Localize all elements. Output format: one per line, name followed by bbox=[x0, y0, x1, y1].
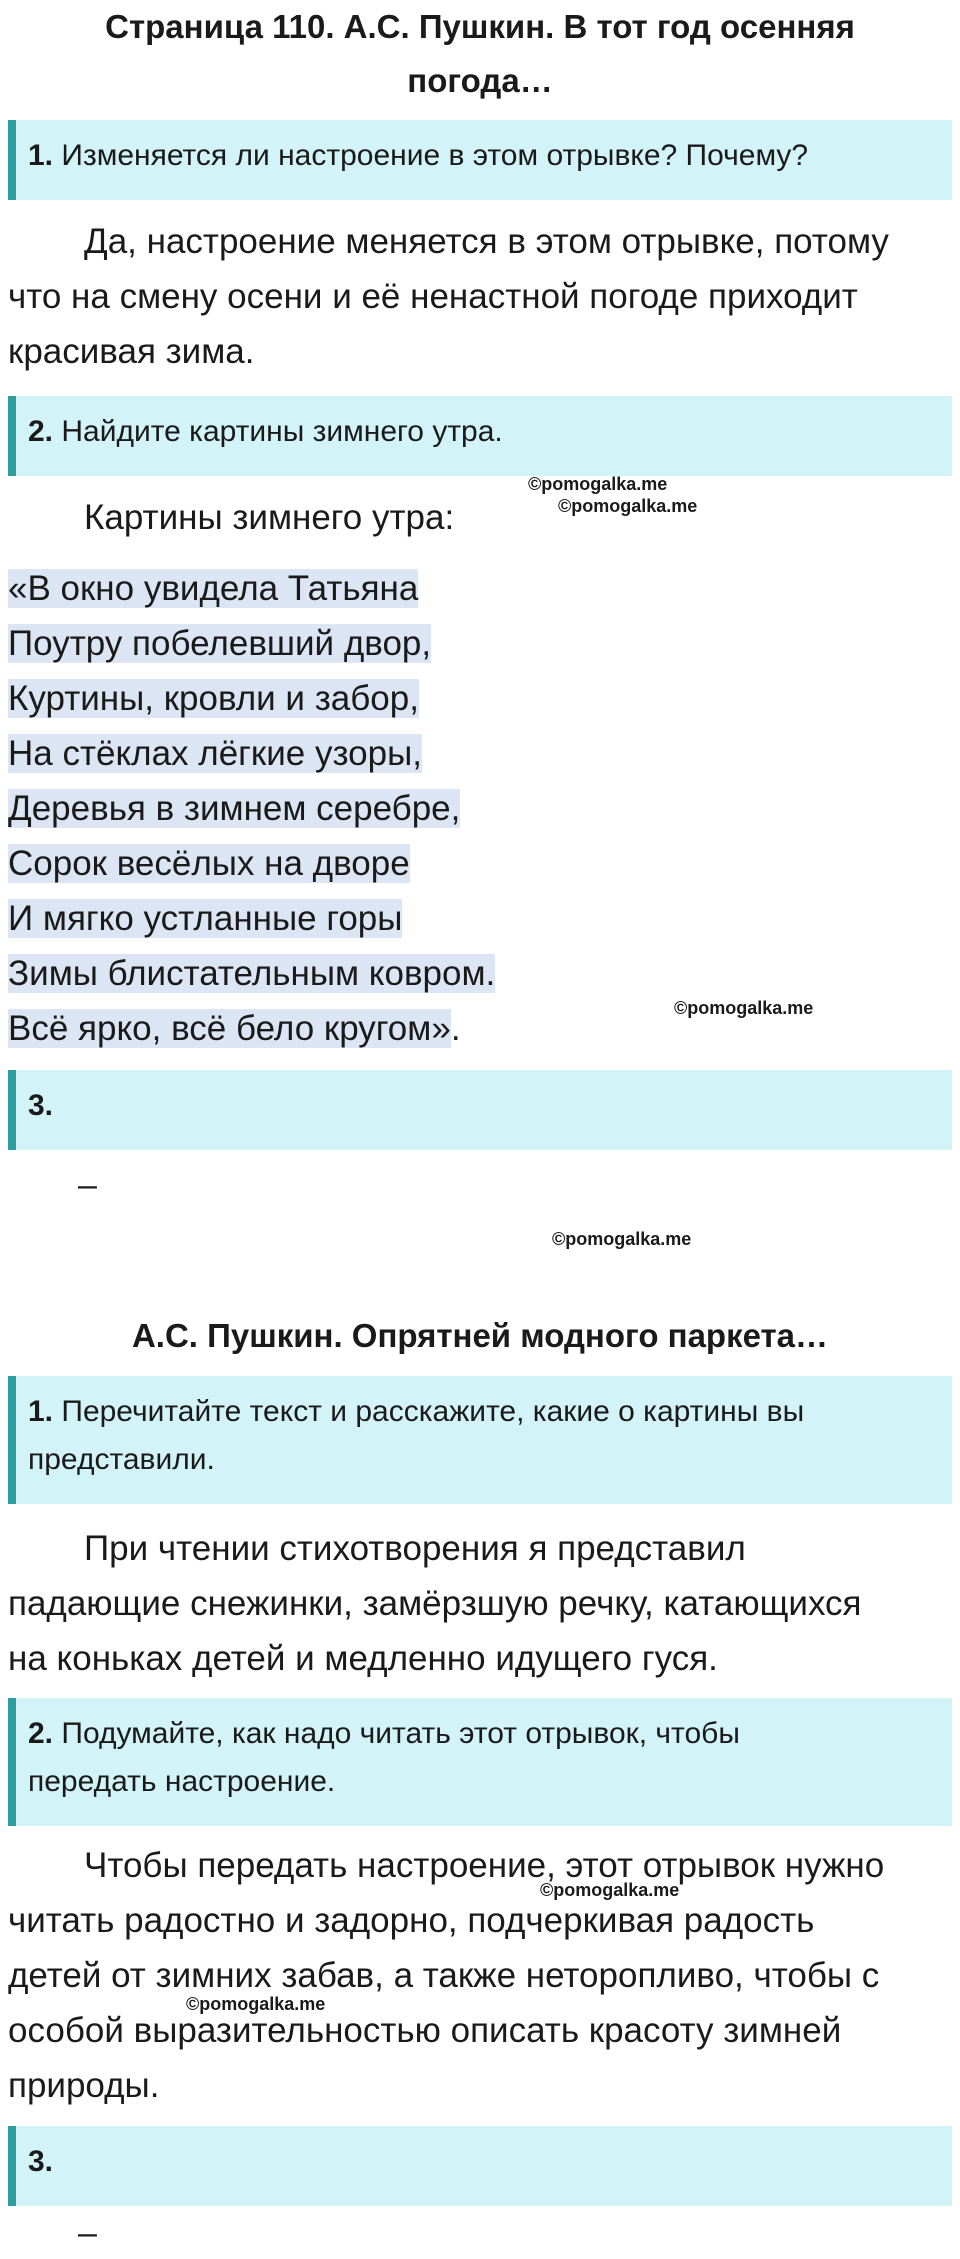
question-number: 1. bbox=[28, 1395, 54, 1428]
watermark: ©pomogalka.me bbox=[558, 496, 698, 516]
question-text: Найдите картины зимнего утра. bbox=[61, 415, 503, 448]
page-title bbox=[0, 0, 960, 108]
page-title-line1: Страница 110. А.С. Пушкин. В тот год осенняя bbox=[105, 8, 855, 45]
question-2 bbox=[8, 1698, 952, 1826]
answer-1-line3: красивая зима. bbox=[8, 332, 255, 371]
question-3 bbox=[8, 1070, 952, 1150]
watermark: ©pomogalka.me bbox=[540, 1880, 680, 1900]
question-text: Изменяется ли настроение в этом отрывке? Почему? bbox=[61, 139, 809, 172]
page-title-line2: погода… bbox=[407, 62, 553, 99]
question-1 bbox=[8, 1376, 952, 1504]
answer-2: Чтобы передать настроение, этот отрывок нужно читать радостно и задорно, подчеркивая радость детей от зимних забав, а также неторопливо, чтобы с особой выразительностью описать красоту зимней природы. bbox=[8, 1846, 885, 2105]
question-2 bbox=[8, 396, 952, 476]
poem-line: «В окно увидела Татьяна bbox=[8, 569, 419, 608]
answer-3-dash: – bbox=[78, 2214, 97, 2252]
answer-2-intro: Картины зимнего утра: bbox=[84, 498, 455, 537]
answer-3-dash: – bbox=[78, 1166, 97, 1204]
watermark: ©pomogalka.me bbox=[186, 1994, 326, 2014]
question-number: 2. bbox=[28, 415, 54, 448]
poem-end-period: . bbox=[450, 1009, 461, 1048]
question-3 bbox=[8, 2126, 952, 2206]
watermark: ©pomogalka.me bbox=[528, 474, 668, 494]
poem-line: Всё ярко, всё бело кругом». bbox=[8, 1009, 461, 1048]
poem-line: Сорок весёлых на дворе bbox=[8, 844, 410, 883]
poem-line: Деревья в зимнем серебре, bbox=[8, 789, 461, 828]
watermark: ©pomogalka.me bbox=[552, 1229, 692, 1249]
question-number: 3. bbox=[28, 2145, 54, 2178]
poem-line: На стёклах лёгкие узоры, bbox=[8, 734, 422, 773]
question-number: 1. bbox=[28, 139, 54, 172]
answer-1: При чтении стихотворения я представил падающие снежинки, замёрзшую речку, катающихся на коньках детей и медленно идущего гуся. bbox=[8, 1529, 862, 1678]
answer-1-line1: Да, настроение меняется в этом отрывке, потому bbox=[84, 222, 889, 261]
question-text-line2: передать настроение. bbox=[28, 1765, 336, 1798]
poem-line: Куртины, кровли и забор, bbox=[8, 679, 419, 718]
section-title: А.С. Пушкин. Опрятней модного паркета… bbox=[131, 1317, 829, 1354]
question-text-line1: Подумайте, как надо читать этот отрывок, чтобы bbox=[61, 1717, 740, 1750]
answer-1 bbox=[8, 214, 952, 379]
question-1 bbox=[8, 120, 952, 200]
watermark: ©pomogalka.me bbox=[674, 998, 814, 1018]
question-number: 3. bbox=[28, 1089, 54, 1122]
question-text-line2: представили. bbox=[28, 1443, 215, 1476]
answer-1-line2: что на смену осени и её ненастной погоде приходит bbox=[8, 277, 858, 316]
poem-line: Зимы блистательным ковром. bbox=[8, 954, 496, 993]
poem-line: И мягко устланные горы bbox=[8, 899, 403, 938]
question-number: 2. bbox=[28, 1717, 54, 1750]
question-text-line1: Перечитайте текст и расскажите, какие о картины вы bbox=[61, 1395, 805, 1428]
poem bbox=[8, 561, 495, 1056]
poem-line: Поутру побелевший двор, bbox=[8, 624, 432, 663]
